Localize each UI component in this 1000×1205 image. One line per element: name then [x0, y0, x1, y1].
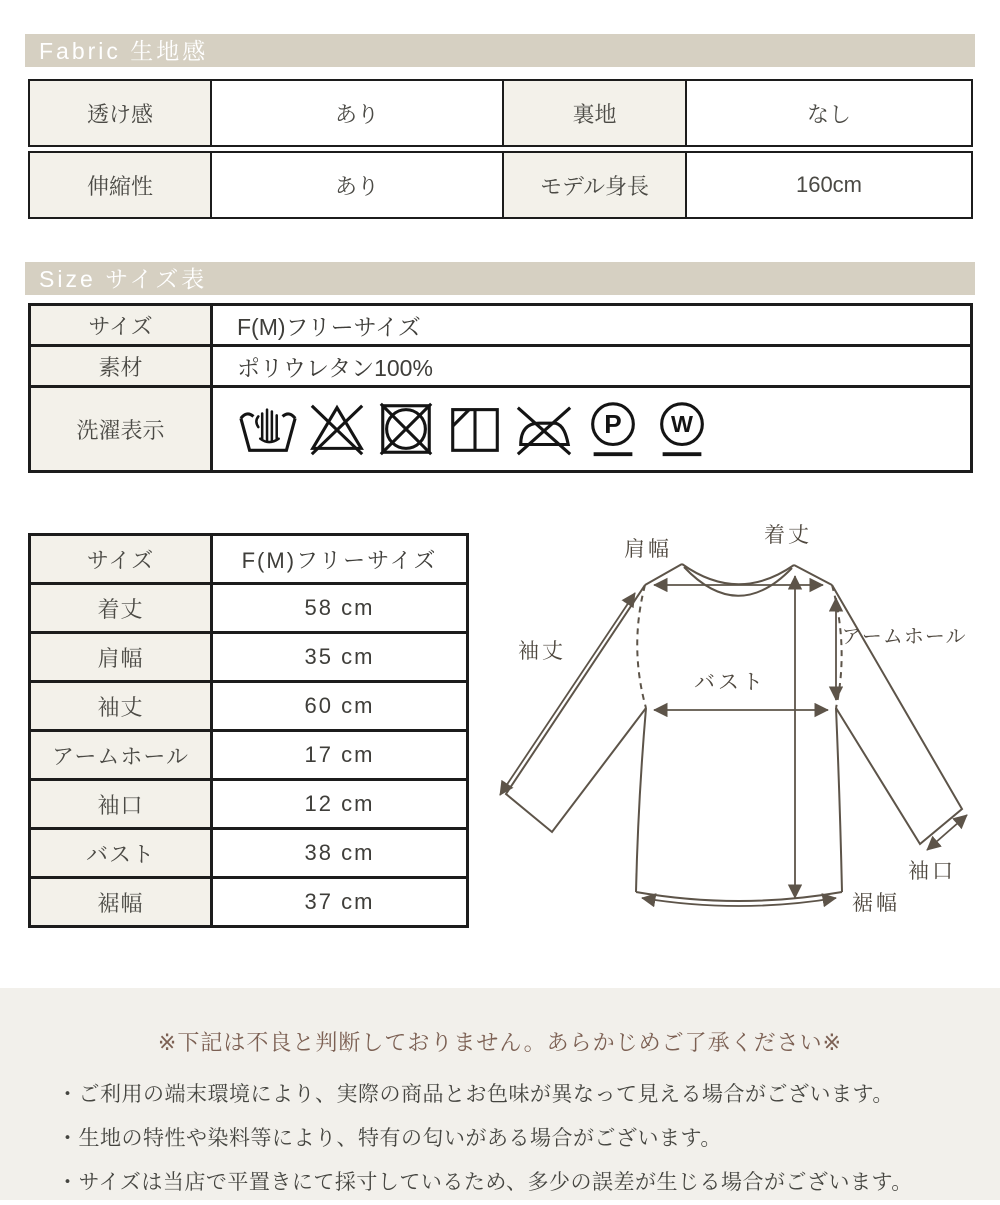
- meas-label-bust: バスト: [28, 827, 213, 879]
- diagram-label-armhole: アームホール: [841, 626, 967, 648]
- notes-warning: ※下記は不良と判断しておりません。あらかじめご了承ください※: [157, 1030, 843, 1055]
- wet-clean-w-letter: W: [671, 410, 693, 437]
- shade-hang-dry-icon: [444, 398, 506, 460]
- diagram-label-shoulder: 肩幅: [624, 538, 672, 561]
- meas-label-cuff: 袖口: [28, 778, 213, 830]
- measurement-table: [28, 533, 469, 928]
- table-row: [28, 827, 469, 879]
- size-section-heading: Size サイズ表: [25, 262, 975, 295]
- meas-label-shoulder: 肩幅: [28, 631, 213, 683]
- do-not-bleach-icon: [306, 398, 368, 460]
- fabric-label-lining: 裏地: [504, 79, 687, 147]
- fabric-label-sheerness: 透け感: [28, 79, 212, 147]
- table-row: [28, 680, 469, 732]
- table-row: [28, 876, 469, 928]
- diagram-label-bust: バスト: [694, 671, 766, 694]
- meas-value-hem: 37 cm: [213, 876, 469, 928]
- meas-value-shoulder: 35 cm: [213, 631, 469, 683]
- meas-value-bust: 38 cm: [213, 827, 469, 879]
- diagram-label-hem: 裾幅: [852, 892, 900, 915]
- garment-measurement-diagram: [478, 512, 990, 945]
- hand-wash-icon: [237, 398, 299, 460]
- table-row: [28, 631, 469, 683]
- meas-value-armhole: 17 cm: [213, 729, 469, 781]
- list-item: ・生地の特性や染料等により、特有の匂いがある場合がございます。: [57, 1127, 722, 1150]
- list-item: ・サイズは当店で平置きにて採寸しているため、多少の誤差が生じる場合がございます。: [57, 1171, 913, 1194]
- wet-clean-w-icon: [651, 398, 713, 460]
- garment-outline: [506, 564, 962, 901]
- fabric-label-stretch: 伸縮性: [28, 151, 212, 219]
- care-icons: [237, 398, 713, 460]
- table-row: [28, 79, 973, 147]
- table-row: [28, 303, 973, 347]
- notes-section: [0, 988, 1000, 1200]
- care-icons-cell: [213, 385, 973, 473]
- meas-value-length: 58 cm: [213, 582, 469, 634]
- diagram-label-sleeve-length: 袖丈: [518, 640, 566, 663]
- dry-clean-p-letter: P: [604, 408, 622, 439]
- care-label: 洗濯表示: [28, 385, 213, 473]
- table-row: [28, 344, 973, 388]
- table-row: [28, 582, 469, 634]
- meas-value-sleeve: 60 cm: [213, 680, 469, 732]
- notes-list: [57, 1073, 1000, 1205]
- table-row: [28, 151, 973, 219]
- diagram-label-length: 着丈: [764, 524, 812, 547]
- diagram-label-cuff: 袖口: [908, 860, 956, 883]
- meas-label-length: 着丈: [28, 582, 213, 634]
- table-row: [28, 778, 469, 830]
- size-label: サイズ: [28, 303, 213, 347]
- material-value: ポリウレタン100%: [213, 344, 973, 388]
- material-label: 素材: [28, 344, 213, 388]
- size-value: F(M)フリーサイズ: [213, 303, 973, 347]
- do-not-tumble-dry-icon: [375, 398, 437, 460]
- meas-header-label: サイズ: [28, 533, 213, 585]
- size-table: [28, 303, 973, 473]
- fabric-label-model-height: モデル身長: [504, 151, 687, 219]
- table-row: [28, 729, 469, 781]
- list-item: ・ご利用の端末環境により、実際の商品とお色味が異なって見える場合がございます。: [57, 1083, 894, 1106]
- table-row: [28, 385, 973, 473]
- table-row: [28, 533, 469, 585]
- meas-label-sleeve: 袖丈: [28, 680, 213, 732]
- meas-header-value: F(M)フリーサイズ: [213, 533, 469, 585]
- fabric-value-model-height: 160cm: [687, 151, 973, 219]
- dry-clean-p-icon: [582, 398, 644, 460]
- fabric-value-lining: なし: [687, 79, 973, 147]
- meas-label-hem: 裾幅: [28, 876, 213, 928]
- meas-label-armhole: アームホール: [28, 729, 213, 781]
- fabric-value-sheerness: あり: [212, 79, 504, 147]
- fabric-table: [28, 79, 973, 219]
- do-not-iron-icon: [513, 398, 575, 460]
- meas-value-cuff: 12 cm: [213, 778, 469, 830]
- fabric-value-stretch: あり: [212, 151, 504, 219]
- fabric-section-heading: Fabric 生地感: [25, 34, 975, 67]
